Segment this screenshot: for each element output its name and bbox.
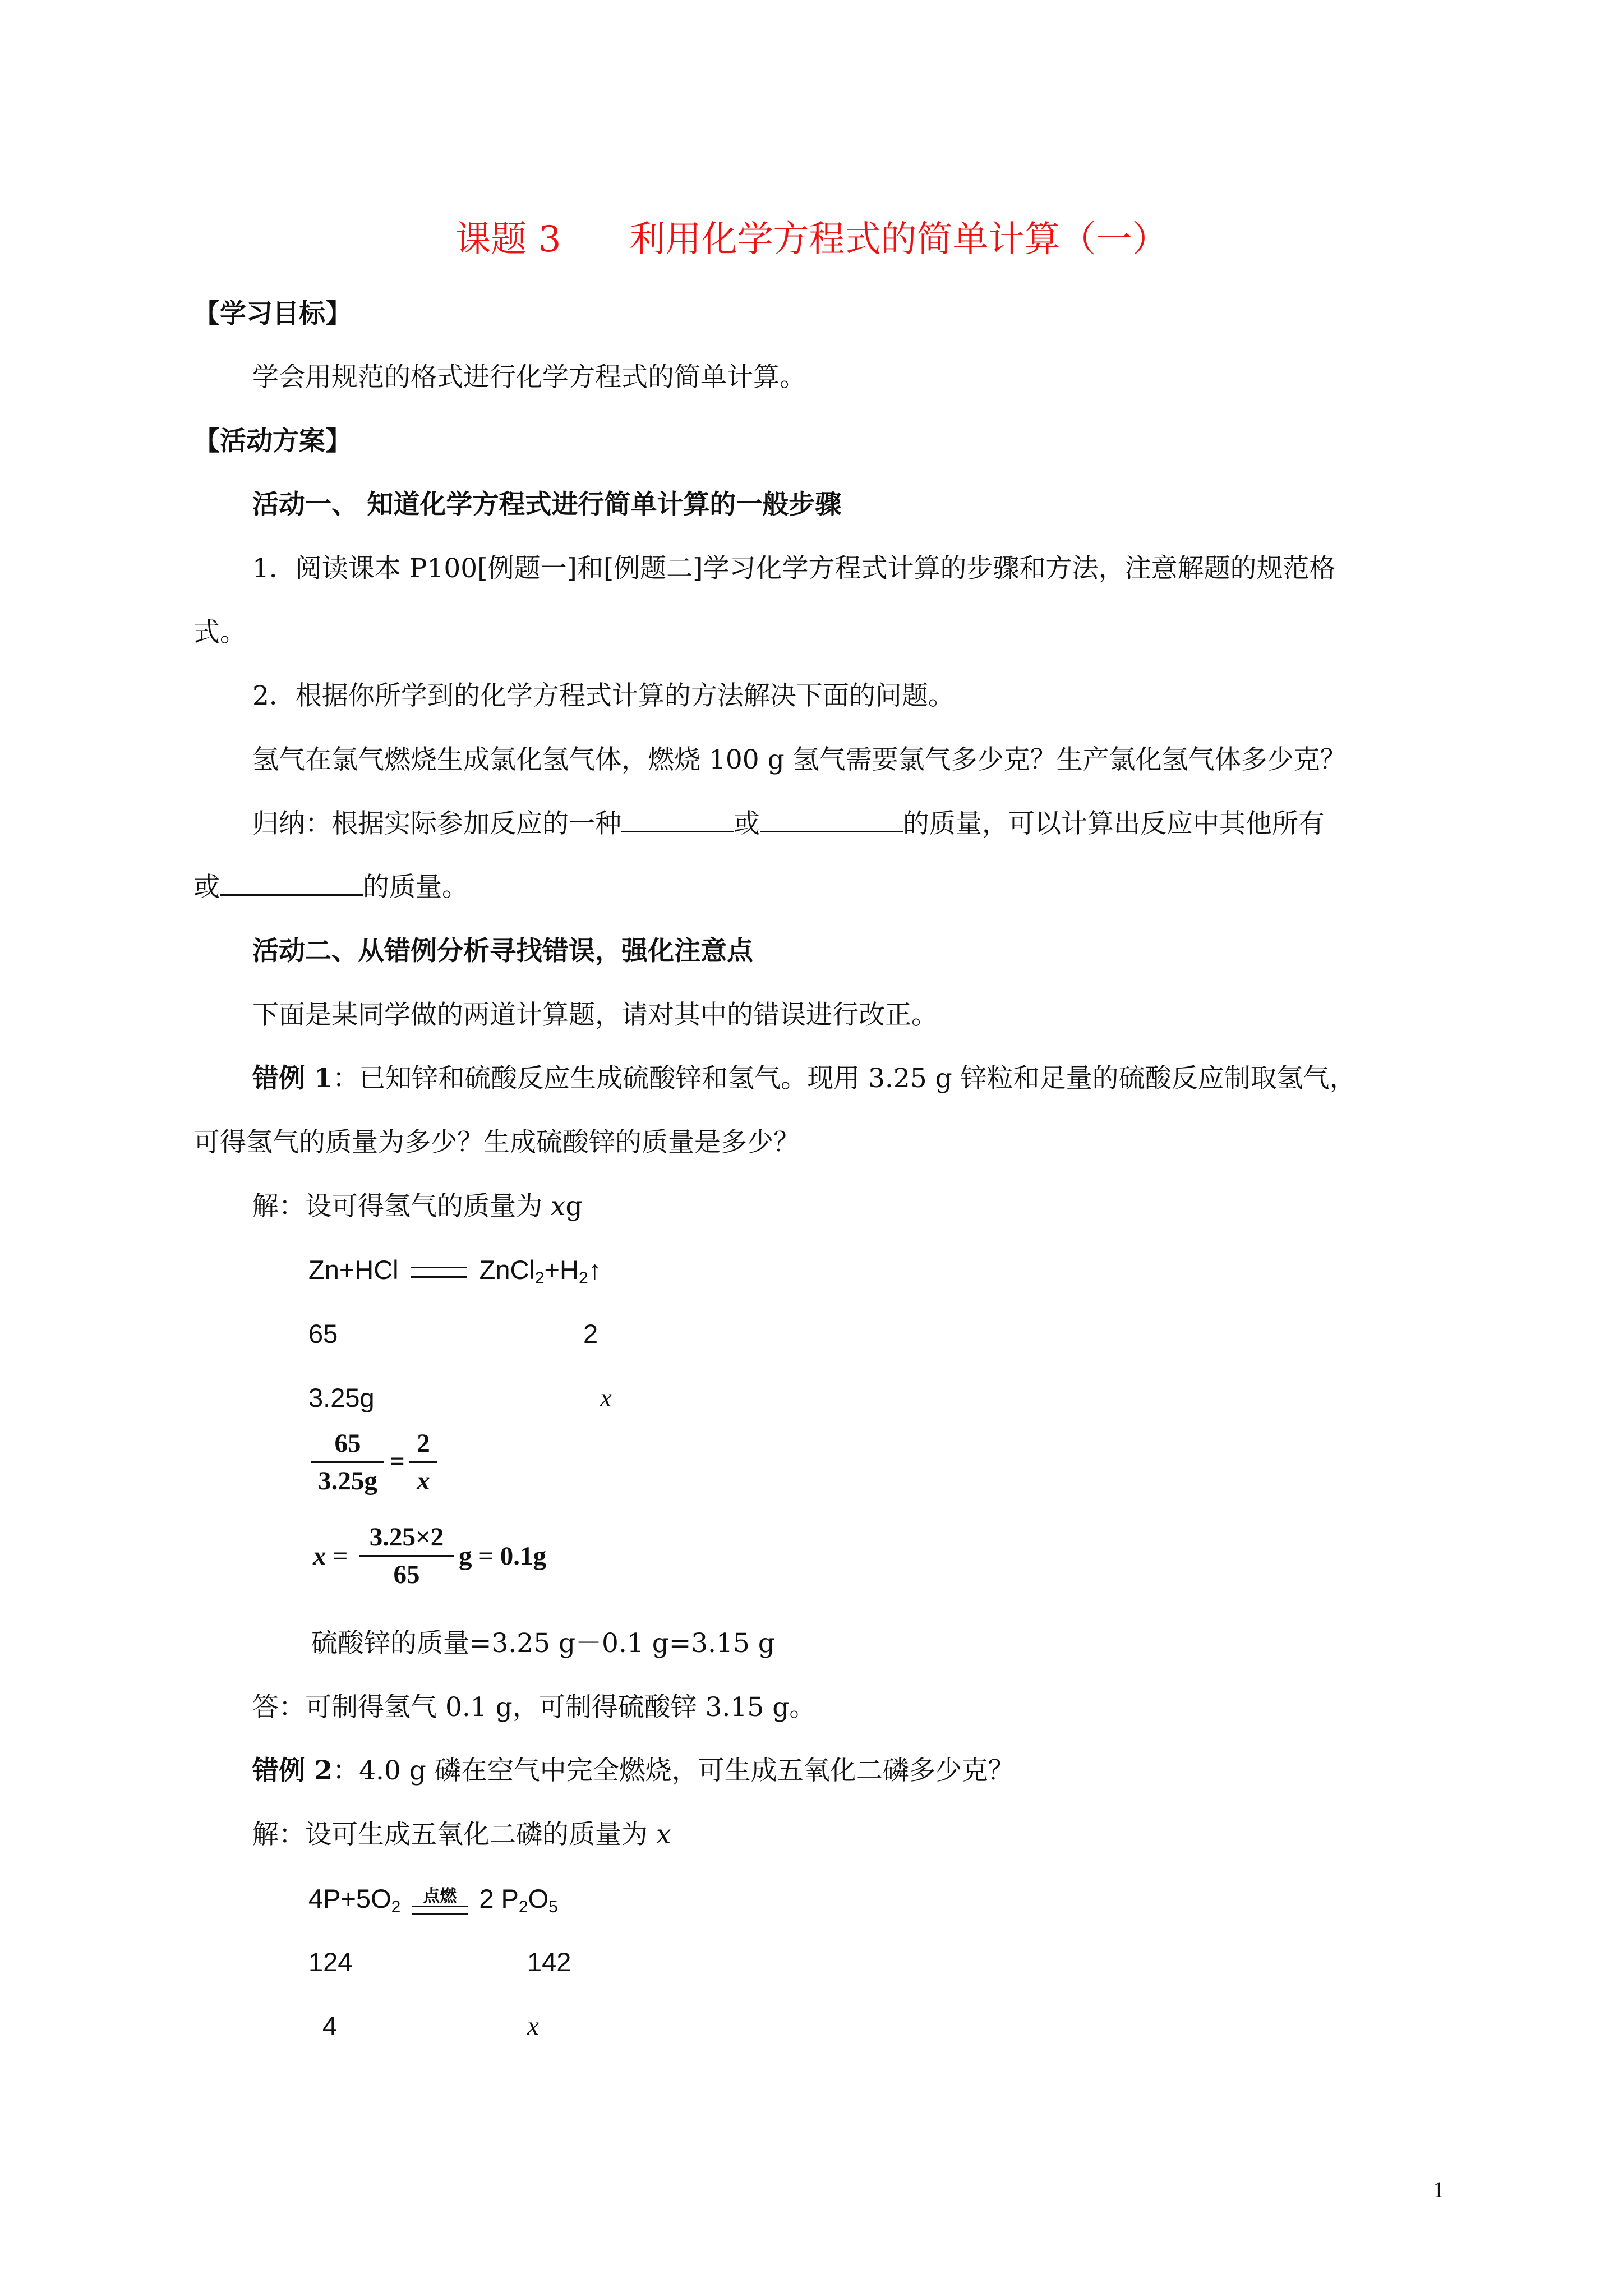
page-number: 1 bbox=[1433, 2177, 1444, 2202]
proportion-fraction-2: 2 x bbox=[409, 1428, 437, 1497]
page-title: 课题 3 利用化学方程式的简单计算（一） bbox=[455, 219, 1168, 260]
example1-answer: 答：可制得氢气 0.1 g，可制得硫酸锌 3.15 g。 bbox=[252, 1692, 816, 1723]
eq1-mass-zn: 65 bbox=[308, 1319, 338, 1349]
ignite-condition bbox=[412, 1888, 468, 1915]
example2-solution-intro: 解：设可生成五氧化二磷的质量为 x bbox=[252, 1819, 671, 1850]
zinc-sulfate-mass: 硫酸锌的质量=3.25 g－0.1 g=3.15 g bbox=[311, 1628, 775, 1659]
activity2-intro: 下面是某同学做的两道计算题，请对其中的错误进行改正。 bbox=[252, 1000, 938, 1030]
eq1-value-zn: 3.25g bbox=[308, 1383, 375, 1412]
example1-text-cont: 可得氢气的质量为多少？生成硫酸锌的质量是多少？ bbox=[193, 1127, 800, 1158]
eq1-value-x: x bbox=[600, 1383, 612, 1412]
example2-text: ：4.0 g 磷在空气中完全燃烧，可生成五氧化二磷多少克？ bbox=[333, 1755, 1015, 1786]
eq2-value-x: x bbox=[527, 2012, 539, 2041]
fill-blank-1[interactable] bbox=[621, 808, 734, 832]
activity1-item2: 2．根据你所学到的化学方程式计算的方法解决下面的问题。 bbox=[252, 680, 955, 711]
activity1-problem: 氢气在氯气燃烧生成氯化氢气体，燃烧 100 g 氢气需要氯气多少克？生产氯化氢气体多少克？ bbox=[252, 744, 1347, 775]
calc-rhs: g = 0.1g bbox=[459, 1542, 547, 1571]
activity1-item1-cont: 式。 bbox=[193, 617, 246, 648]
eq2-value-p: 4 bbox=[322, 2011, 338, 2041]
example2-line bbox=[252, 1754, 1015, 1788]
reaction-equals-sign bbox=[411, 1267, 467, 1278]
example2-equation: $4P+5O_2$ 点燃 2 $P_2O_5$ bbox=[308, 1884, 558, 1916]
calc-lhs: x = bbox=[313, 1542, 348, 1571]
proportion-equals: = bbox=[390, 1447, 405, 1476]
calc-fraction: 3.25×2 65 bbox=[359, 1521, 454, 1590]
plan-heading: 【活动方案】 bbox=[193, 426, 352, 457]
ignite-label: 点燃 bbox=[423, 1886, 457, 1906]
activity1-heading: 活动一、 知道化学方程式进行简单计算的一般步骤 bbox=[252, 489, 842, 520]
objectives-heading: 【学习目标】 bbox=[193, 298, 352, 329]
proportion-fraction-1: 65 3.25g bbox=[311, 1428, 384, 1497]
eq1-reactants: Zn+HCl bbox=[308, 1255, 399, 1285]
eq1-product-zncl: ZnCl bbox=[479, 1255, 535, 1285]
gas-up-arrow-icon: ↑ bbox=[588, 1255, 602, 1285]
fill-blank-3[interactable] bbox=[220, 872, 363, 896]
eq2-mass-p2o5: 142 bbox=[527, 1947, 571, 1977]
activity1-item1: 1．阅读课本 P100[例题一]和[例题二]学习化学方程式计算的步骤和方法，注意解题的规范格 bbox=[252, 553, 1336, 584]
summary-text-2: 或 bbox=[734, 808, 760, 839]
objectives-text: 学会用规范的格式进行化学方程式的简单计算。 bbox=[252, 362, 806, 393]
eq2-mass-p: 124 bbox=[308, 1947, 353, 1977]
summary-text-1: 归纳：根据实际参加反应的一种 bbox=[252, 808, 621, 839]
summary-text-3: 的质量，可以计算出反应中其他所有 bbox=[903, 808, 1325, 839]
summary-line-1 bbox=[252, 807, 1325, 841]
example1-text: ：已知锌和硫酸反应生成硫酸锌和氢气。现用 3.25 g 锌粒和足量的硫酸反应制取氢气， bbox=[333, 1063, 1356, 1094]
example1-line bbox=[252, 1062, 1356, 1096]
summary-text-5: 的质量。 bbox=[363, 872, 468, 903]
eq1-mass-h2: 2 bbox=[583, 1319, 598, 1349]
fill-blank-2[interactable] bbox=[760, 808, 903, 832]
example2-label: 错例 2 bbox=[252, 1755, 333, 1786]
activity2-heading: 活动二、从错例分析寻找错误，强化注意点 bbox=[252, 936, 753, 967]
example1-label: 错例 1 bbox=[252, 1063, 333, 1094]
summary-text-4: 或 bbox=[193, 872, 220, 903]
summary-line-2 bbox=[193, 871, 468, 904]
example1-solution-intro: 解：设可得氢气的质量为 xg bbox=[252, 1191, 583, 1222]
example1-equation: Zn+HCl $ZnCl_2+H_2↑$ bbox=[308, 1255, 602, 1287]
